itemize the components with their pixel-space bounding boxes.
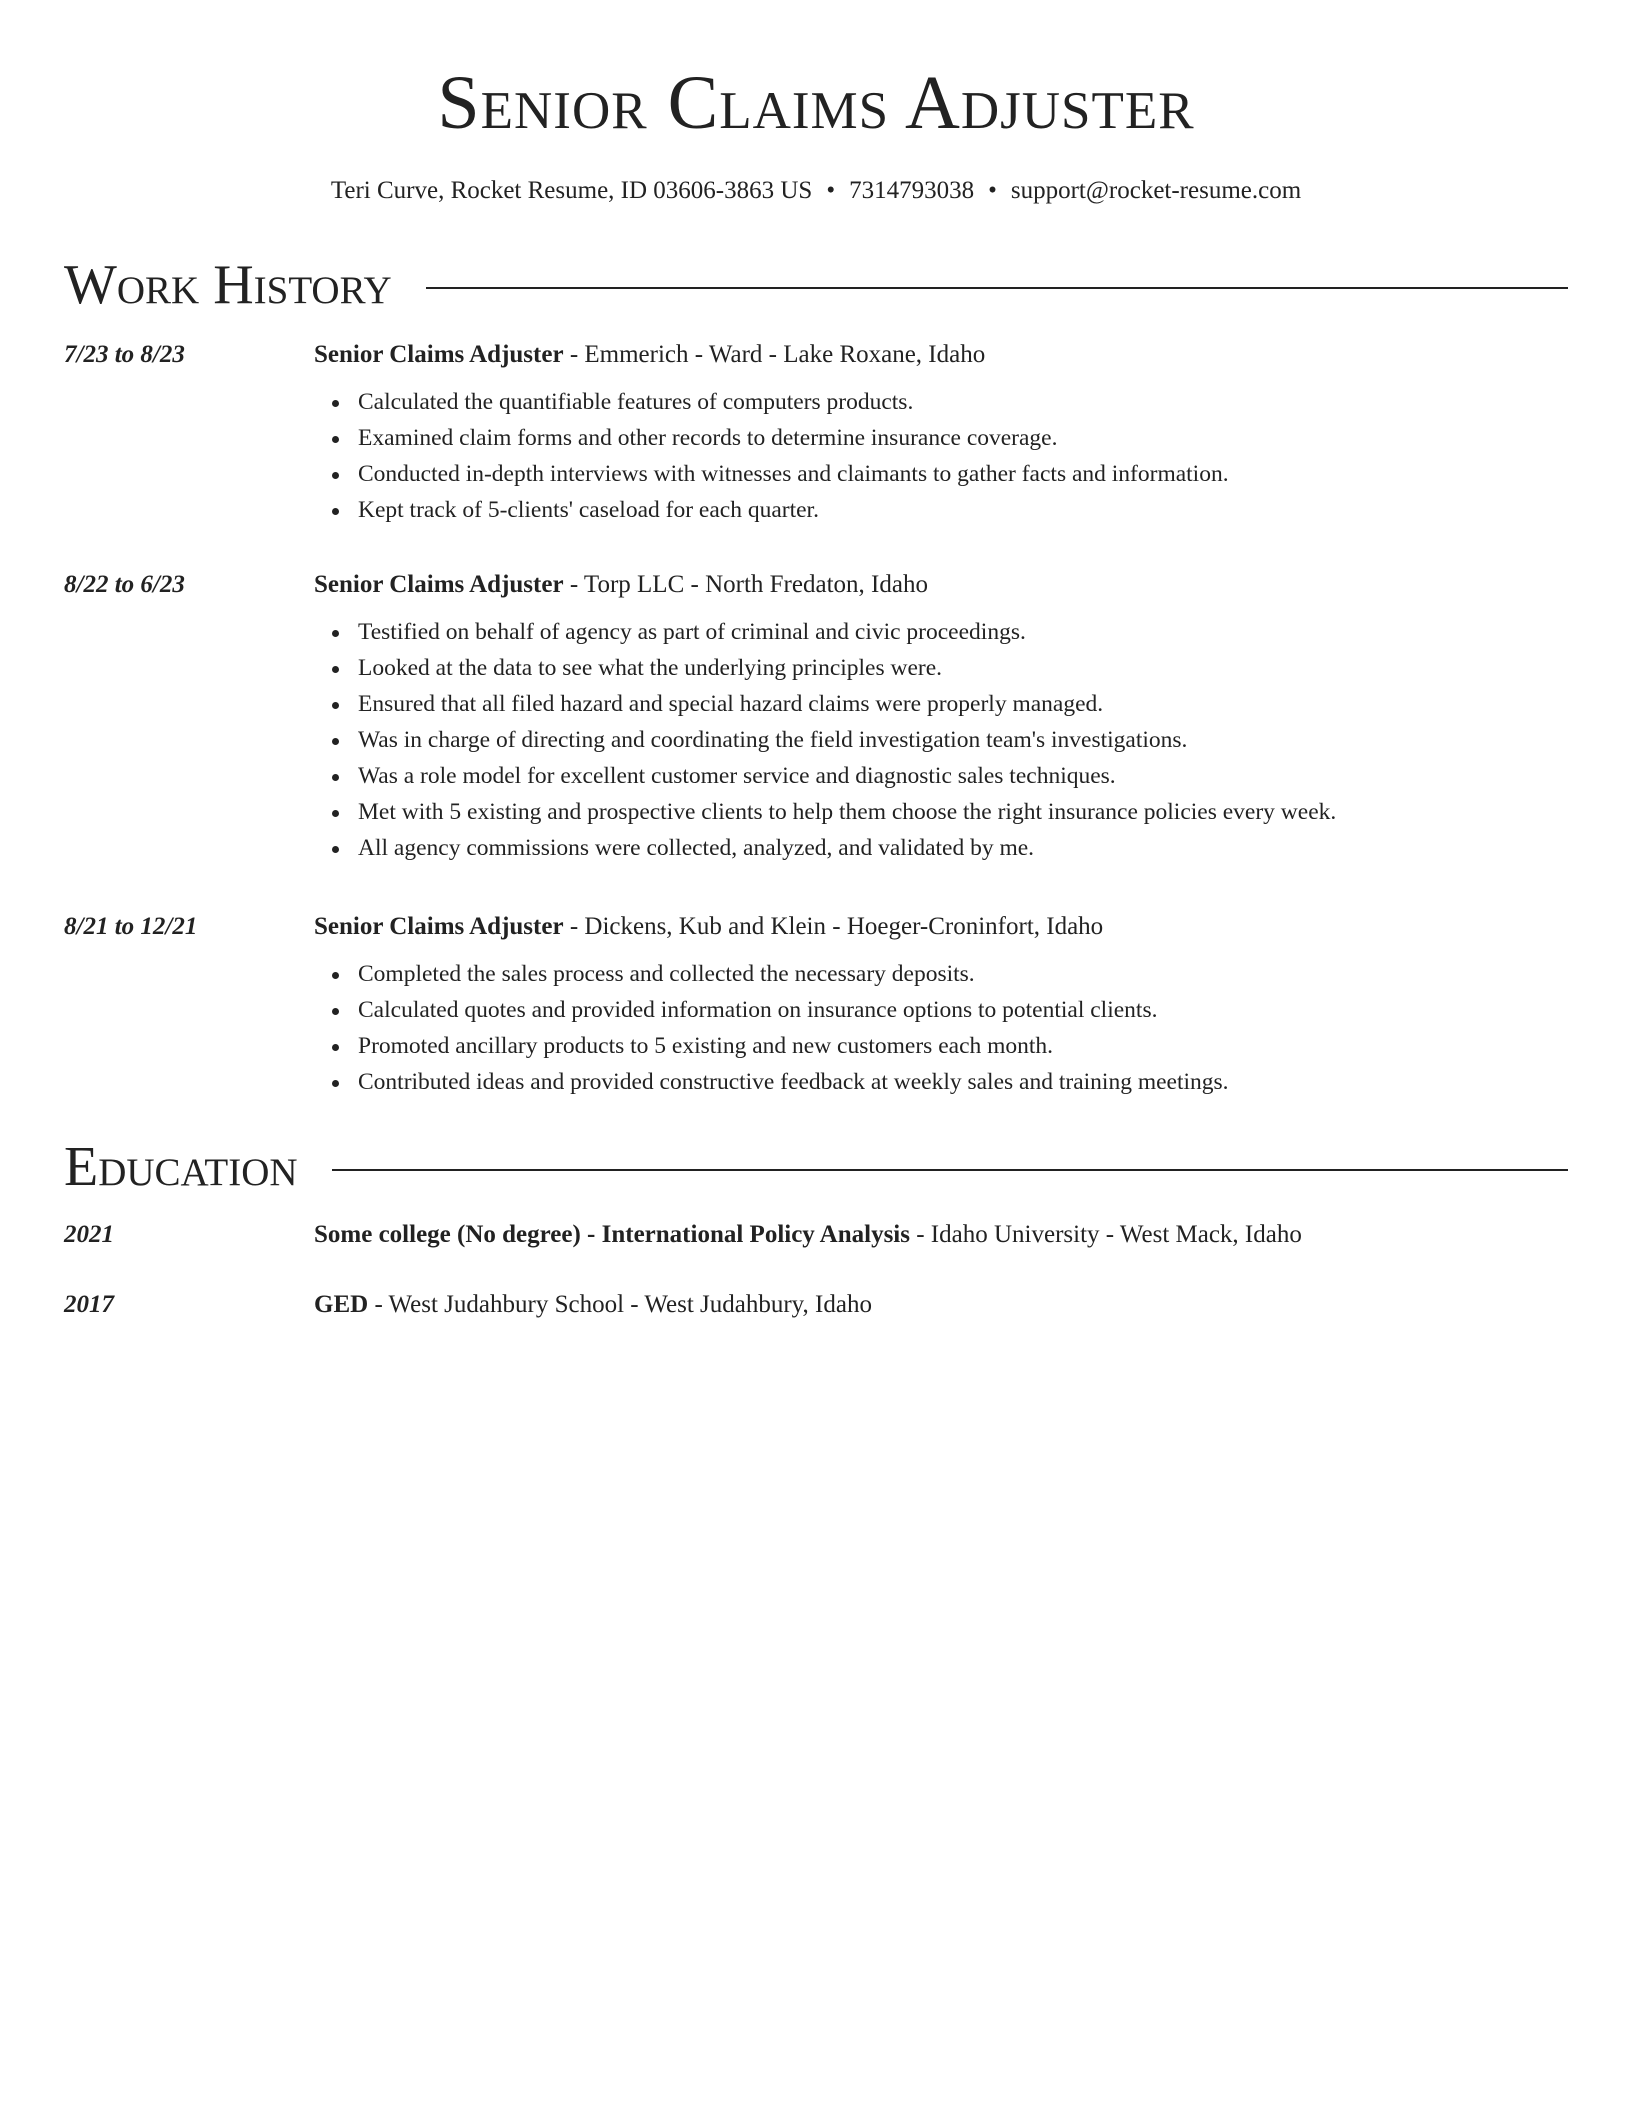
entry-headline [314,912,1568,942]
entry-dates: 7/23 to 8/23 [64,341,185,368]
bullet-list [314,614,1568,866]
entry-year: 2021 [64,1221,114,1248]
list-item: Completed the sales process and collected the necessary deposits. [358,956,1568,992]
bullet-list [314,956,1568,1100]
entry-body [314,340,1568,528]
entry-headline [314,1290,1568,1320]
education-section [64,1134,1568,1318]
bullet-list [314,384,1568,528]
entry-headline [314,1220,1568,1250]
section-divider [332,1169,1568,1171]
entry-dates: 8/21 to 12/21 [64,913,198,940]
contact-phone: 7314793038 [849,177,975,204]
list-item: Ensured that all filed hazard and special hazard claims were properly managed. [358,686,1568,722]
resume-title: Senior Claims Adjuster [437,61,1195,145]
list-item: Kept track of 5-clients' caseload for each quarter. [358,492,1568,528]
entry-details: - West Judahbury School - West Judahbury, Idaho [368,1291,872,1318]
entry-body [314,1220,1568,1250]
entry-role: Senior Claims Adjuster [314,341,564,368]
contact-line [0,176,1632,206]
section-title: Work History [64,254,392,316]
list-item: Examined claim forms and other records to determine insurance coverage. [358,420,1568,456]
list-item: Calculated the quantifiable features of computers products. [358,384,1568,420]
list-item: Was in charge of directing and coordinating the field investigation team's investigations. [358,722,1568,758]
entry-degree: GED [314,1291,369,1318]
section-title: Education [64,1136,298,1198]
entry-role: Senior Claims Adjuster [314,571,564,598]
entry-body [314,912,1568,1100]
entry-details: - Dickens, Kub and Klein - Hoeger-Croninfort, Idaho [563,913,1104,940]
section-heading [64,252,1568,318]
entry-headline [314,570,1568,600]
entry-body [314,570,1568,866]
list-item: Testified on behalf of agency as part of criminal and civic proceedings. [358,614,1568,650]
contact-separator: • [826,177,836,204]
section-heading [64,1134,1568,1200]
entry-details: - Emmerich - Ward - Lake Roxane, Idaho [563,341,986,368]
entry-details: - Idaho University - West Mack, Idaho [909,1221,1302,1248]
entry-body [314,1290,1568,1320]
entry-degree: Some college (No degree) - International Policy Analysis [314,1221,910,1248]
list-item: All agency commissions were collected, analyzed, and validated by me. [358,830,1568,866]
entry-year: 2017 [64,1291,114,1318]
list-item: Met with 5 existing and prospective clients to help them choose the right insurance policies every week. [358,794,1568,830]
list-item: Contributed ideas and provided constructive feedback at weekly sales and training meetings. [358,1064,1568,1100]
entry-dates: 8/22 to 6/23 [64,571,185,598]
list-item: Looked at the data to see what the underlying principles were. [358,650,1568,686]
entry-details: - Torp LLC - North Fredaton, Idaho [563,571,928,598]
list-item: Was a role model for excellent customer service and diagnostic sales techniques. [358,758,1568,794]
list-item: Calculated quotes and provided information on insurance options to potential clients. [358,992,1568,1028]
entry-headline [314,340,1568,370]
contact-address: Teri Curve, Rocket Resume, ID 03606-3863 US [330,177,813,204]
section-divider [426,287,1568,289]
list-item: Promoted ancillary products to 5 existing and new customers each month. [358,1028,1568,1064]
contact-separator: • [988,177,997,204]
entry-role: Senior Claims Adjuster [314,913,564,940]
work-history-section [64,252,1568,1095]
contact-email: support@rocket-resume.com [1010,177,1302,204]
list-item: Conducted in-depth interviews with witnesses and claimants to gather facts and information. [358,456,1568,492]
